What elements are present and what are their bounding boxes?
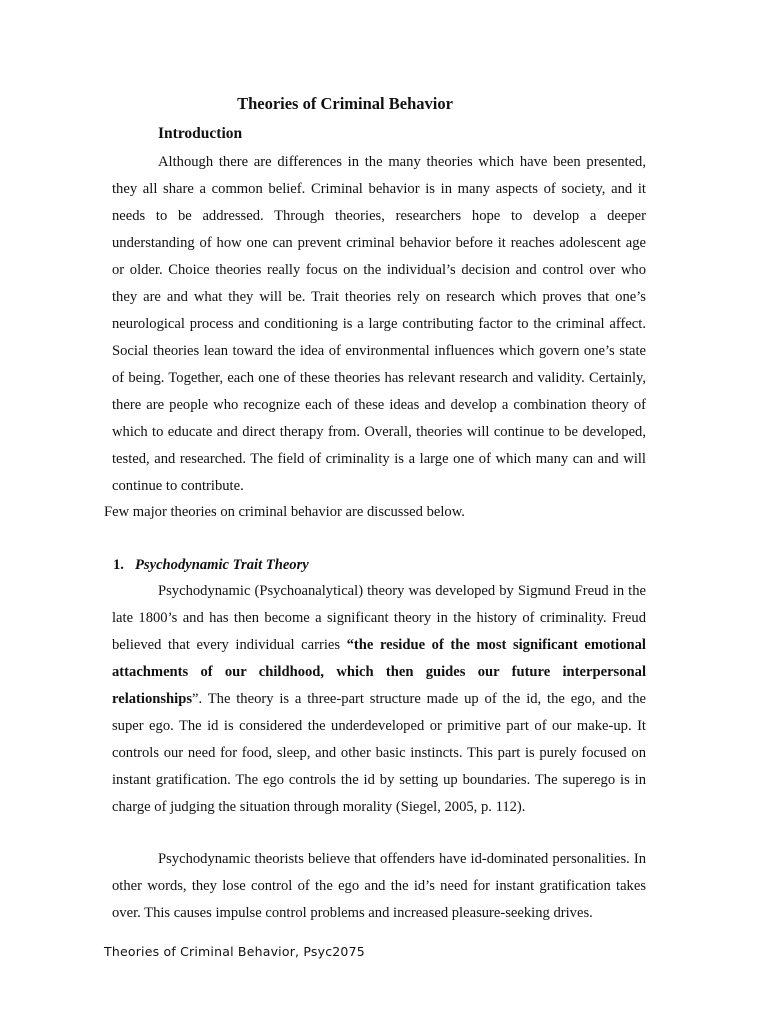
section-heading [113,552,309,579]
page-title-text: Theories of Criminal Behavior [237,94,453,113]
paragraph-text-after-quote: ”. The theory is a three-part structure made up of the id, the ego, and the super ego. The id is considered the underdeveloped or primitive part of our make-up. It controls our need for food, sleep, and other basic instincts. This part is purely focused on instant gratification. The ego controls the id by setting up boundaries. The superego is in charge of judging the situation through morality (Siegel, 2005, p. 112). [112,691,646,815]
introduction-heading: Introduction [158,125,243,142]
theories-lead-in: Few major theories on criminal behavior are discussed below. [104,504,465,520]
section-number: 1. [113,557,124,573]
psychodynamic-paragraph [112,578,646,821]
offenders-paragraph: Psychodynamic theorists believe that offenders have id-dominated personalities. In other words, they lose control of the ego and the id’s need for instant gratification takes over. This causes impulse control problems and increased pleasure-seeking drives. [112,851,646,921]
section-title: Psychodynamic Trait Theory [135,557,309,573]
paragraph-text-before-quote: Psychodynamic (Psychoanalytical) theory was developed by Sigmund Freud in the late 1800’s and has then become a significant theory in the history of criminality. Freud believed that every individual carries [112,583,646,653]
page-title [0,94,768,114]
freud-quote: “the residue of the most significant emotional attachments of our childhood, which then guides our future interpersonal relationships [112,637,646,707]
page-footer: Theories of Criminal Behavior, Psyc2075 [104,944,365,959]
introduction-paragraph: Although there are differences in the many theories which have been presented, they all share a common belief. Criminal behavior is in many aspects of society, and it needs to be addressed. Through theories, researchers hope to develop a deeper understanding of how one can prevent criminal behavior before it reaches adolescent age or older. Choice theories really focus on the individual’s decision and control over who they are and what they will be. Trait theories rely on research which proves that one’s neurological process and conditioning is a large contributing factor to the criminal affect. Social theories lean toward the idea of environmental influences which govern one’s state of being. Together, each one of these theories has relevant research and validity. Certainly, there are people who recognize each of these ideas and develop a combination theory of which to educate and direct therapy from. Overall, theories will continue to be developed, tested, and researched. The field of criminality is a large one of which many can and will continue to contribute. [112,154,646,494]
